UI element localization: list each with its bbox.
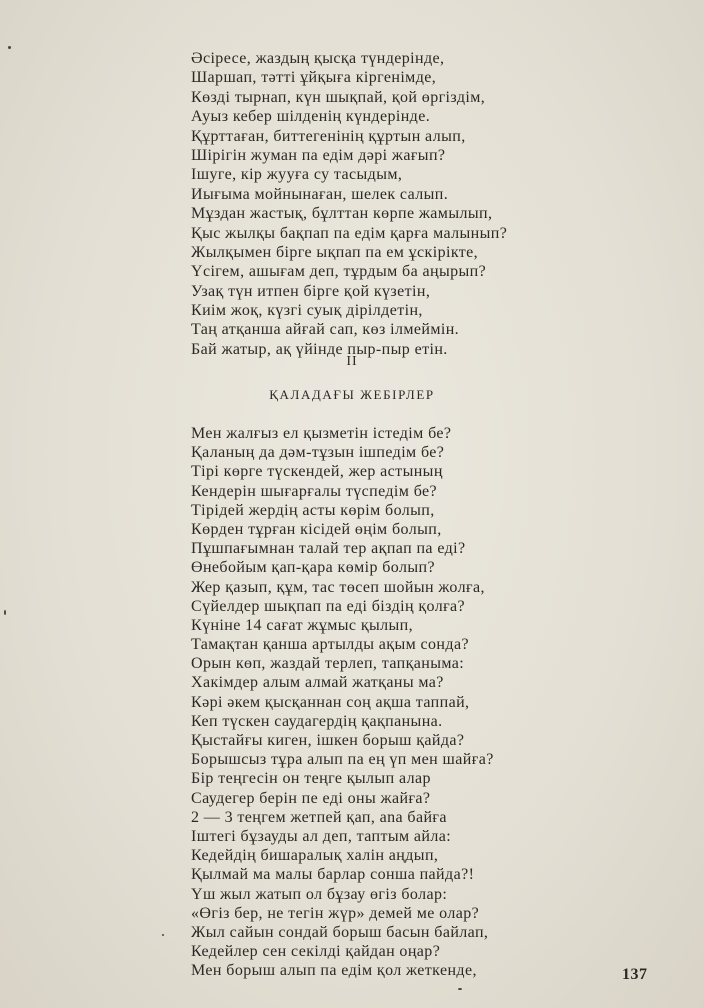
poem-line: Қыс жылқы бақпап па едім қарға малынып? xyxy=(191,224,508,242)
poem-line: Тірі көрге түскендей, жер астының xyxy=(191,463,443,481)
paper-speck xyxy=(8,46,11,49)
poem-line: Борышсыз тұра алып па ең үп мен шайға? xyxy=(191,751,494,769)
poem-line: Үсігем, ашығам деп, тұрдым ба аңырып? xyxy=(191,263,487,281)
poem-line: Көрден тұрған кісідей өңім болып, xyxy=(191,520,442,538)
poem-line: Тірідей жердің асты көрім болып, xyxy=(191,501,435,519)
poem-line: Кедейлер сен секілді қайдан оңар? xyxy=(191,943,441,961)
poem-line: Мен жалғыз ел қызметін істедім бе? xyxy=(191,425,452,442)
poem-line: Кеп түскен саудагердің қақпанына. xyxy=(191,712,443,730)
poem-line: Шірігін жуман па едім дәрі жағып? xyxy=(191,146,446,164)
poem-line: Ауыз кебер шілденің күндерінде. xyxy=(191,108,431,126)
poem-line: Үш жыл жатып ол бұзау өгіз болар: xyxy=(191,885,448,903)
poem-line: Саудегер берін пе еді оны жайға? xyxy=(191,789,431,807)
poem-line: Құрттаған, биттегенінің құртын алып, xyxy=(191,127,466,145)
poem-line: Кедейдің бишаралық халін аңдып, xyxy=(191,847,439,865)
poem-line: Көзді тырнап, күн шықпай, қой өргіздім, xyxy=(191,88,486,106)
poem-line: Узақ түн итпен бірге қой күзетін, xyxy=(191,282,431,300)
page-number: 137 xyxy=(622,966,648,983)
poem-line: Кәрі әкем қысқаннан соң ақша таппай, xyxy=(191,693,470,711)
poem-line: Өнебойым қап-қара көмір болып? xyxy=(191,559,435,577)
poem-line: Мен борыш алып па едім қол жеткенде, xyxy=(191,962,477,980)
poem-line: Күніне 14 сағат жұмыс қылып, xyxy=(191,616,414,634)
poem-line: Таң атқанша айғай сап, көз ілмеймін. xyxy=(191,321,460,339)
poem-line: Жер қазып, құм, тас төсеп шойын жолға, xyxy=(191,578,485,596)
poem-line: Орын көп, жаздай терлеп, тапқаныма: xyxy=(191,655,465,673)
section-title: ҚАЛАДАҒЫ ЖЕБІРЛЕР xyxy=(269,387,435,402)
poem-stanza-bottom xyxy=(191,424,631,980)
poem-line: «Өгіз бер, не тегін жүр» демей ме олар? xyxy=(191,904,480,922)
poem-line: 2 — 3 теңгем жетпей қап, аna байға xyxy=(191,808,447,826)
poem-line: Жыл сайын сондай борыш басын байлап, xyxy=(191,923,489,941)
paper-speck xyxy=(4,610,6,615)
poem-line: Мұздан жастық, бұлттан көрпе жамылып, xyxy=(191,205,493,223)
poem-line: Іштегі бұзауды ал деп, таптым айла: xyxy=(191,827,452,845)
paper-speck xyxy=(162,934,164,936)
poem-line: Пұшпағымнан талай тер ақпап па еді? xyxy=(191,540,466,558)
poem-line: Кендерін шығарғалы түспедім бе? xyxy=(191,482,438,500)
poem-line: Қыстайғы киген, ішкен борыш қайда? xyxy=(191,732,465,749)
poem-stanza-top xyxy=(191,49,631,359)
poem-line: Иығыма мойнынаған, шелек салып. xyxy=(191,185,449,203)
poem-line: Шаршап, тәтті ұйқыға кіргенімде, xyxy=(191,69,437,87)
poem-line: Хакімдер алым алмай жатқаны ма? xyxy=(191,674,444,692)
poem-line: Қылмай ма малы барлар сонша пайда?! xyxy=(191,866,475,884)
poem-line: Бай жатыр, ақ үйінде пыр-пыр етін. xyxy=(191,340,448,358)
poem-line: Ішуге, кір жууға су тасыдым, xyxy=(191,166,403,184)
poem-line: Бір теңгесін он теңге қылып алар xyxy=(191,770,431,788)
poem-line: Жылқымен бірге ықпап па ем ұскірікте, xyxy=(191,243,479,261)
poem-line: Киім жоқ, күзгі суық дірілдетін, xyxy=(191,302,423,320)
poem-line: Сүйелдер шықпап па еді біздің қолға? xyxy=(191,597,466,615)
poem-line: Қаланың да дәм-тұзын ішпедім бе? xyxy=(191,444,445,462)
paper-speck xyxy=(458,988,462,990)
poem-line: Әсіресе, жаздың қысқа түндерінде, xyxy=(191,50,445,67)
section-number: II xyxy=(346,354,358,369)
poem-line: Тамақтан қанша артылды ақым сонда? xyxy=(191,636,469,654)
